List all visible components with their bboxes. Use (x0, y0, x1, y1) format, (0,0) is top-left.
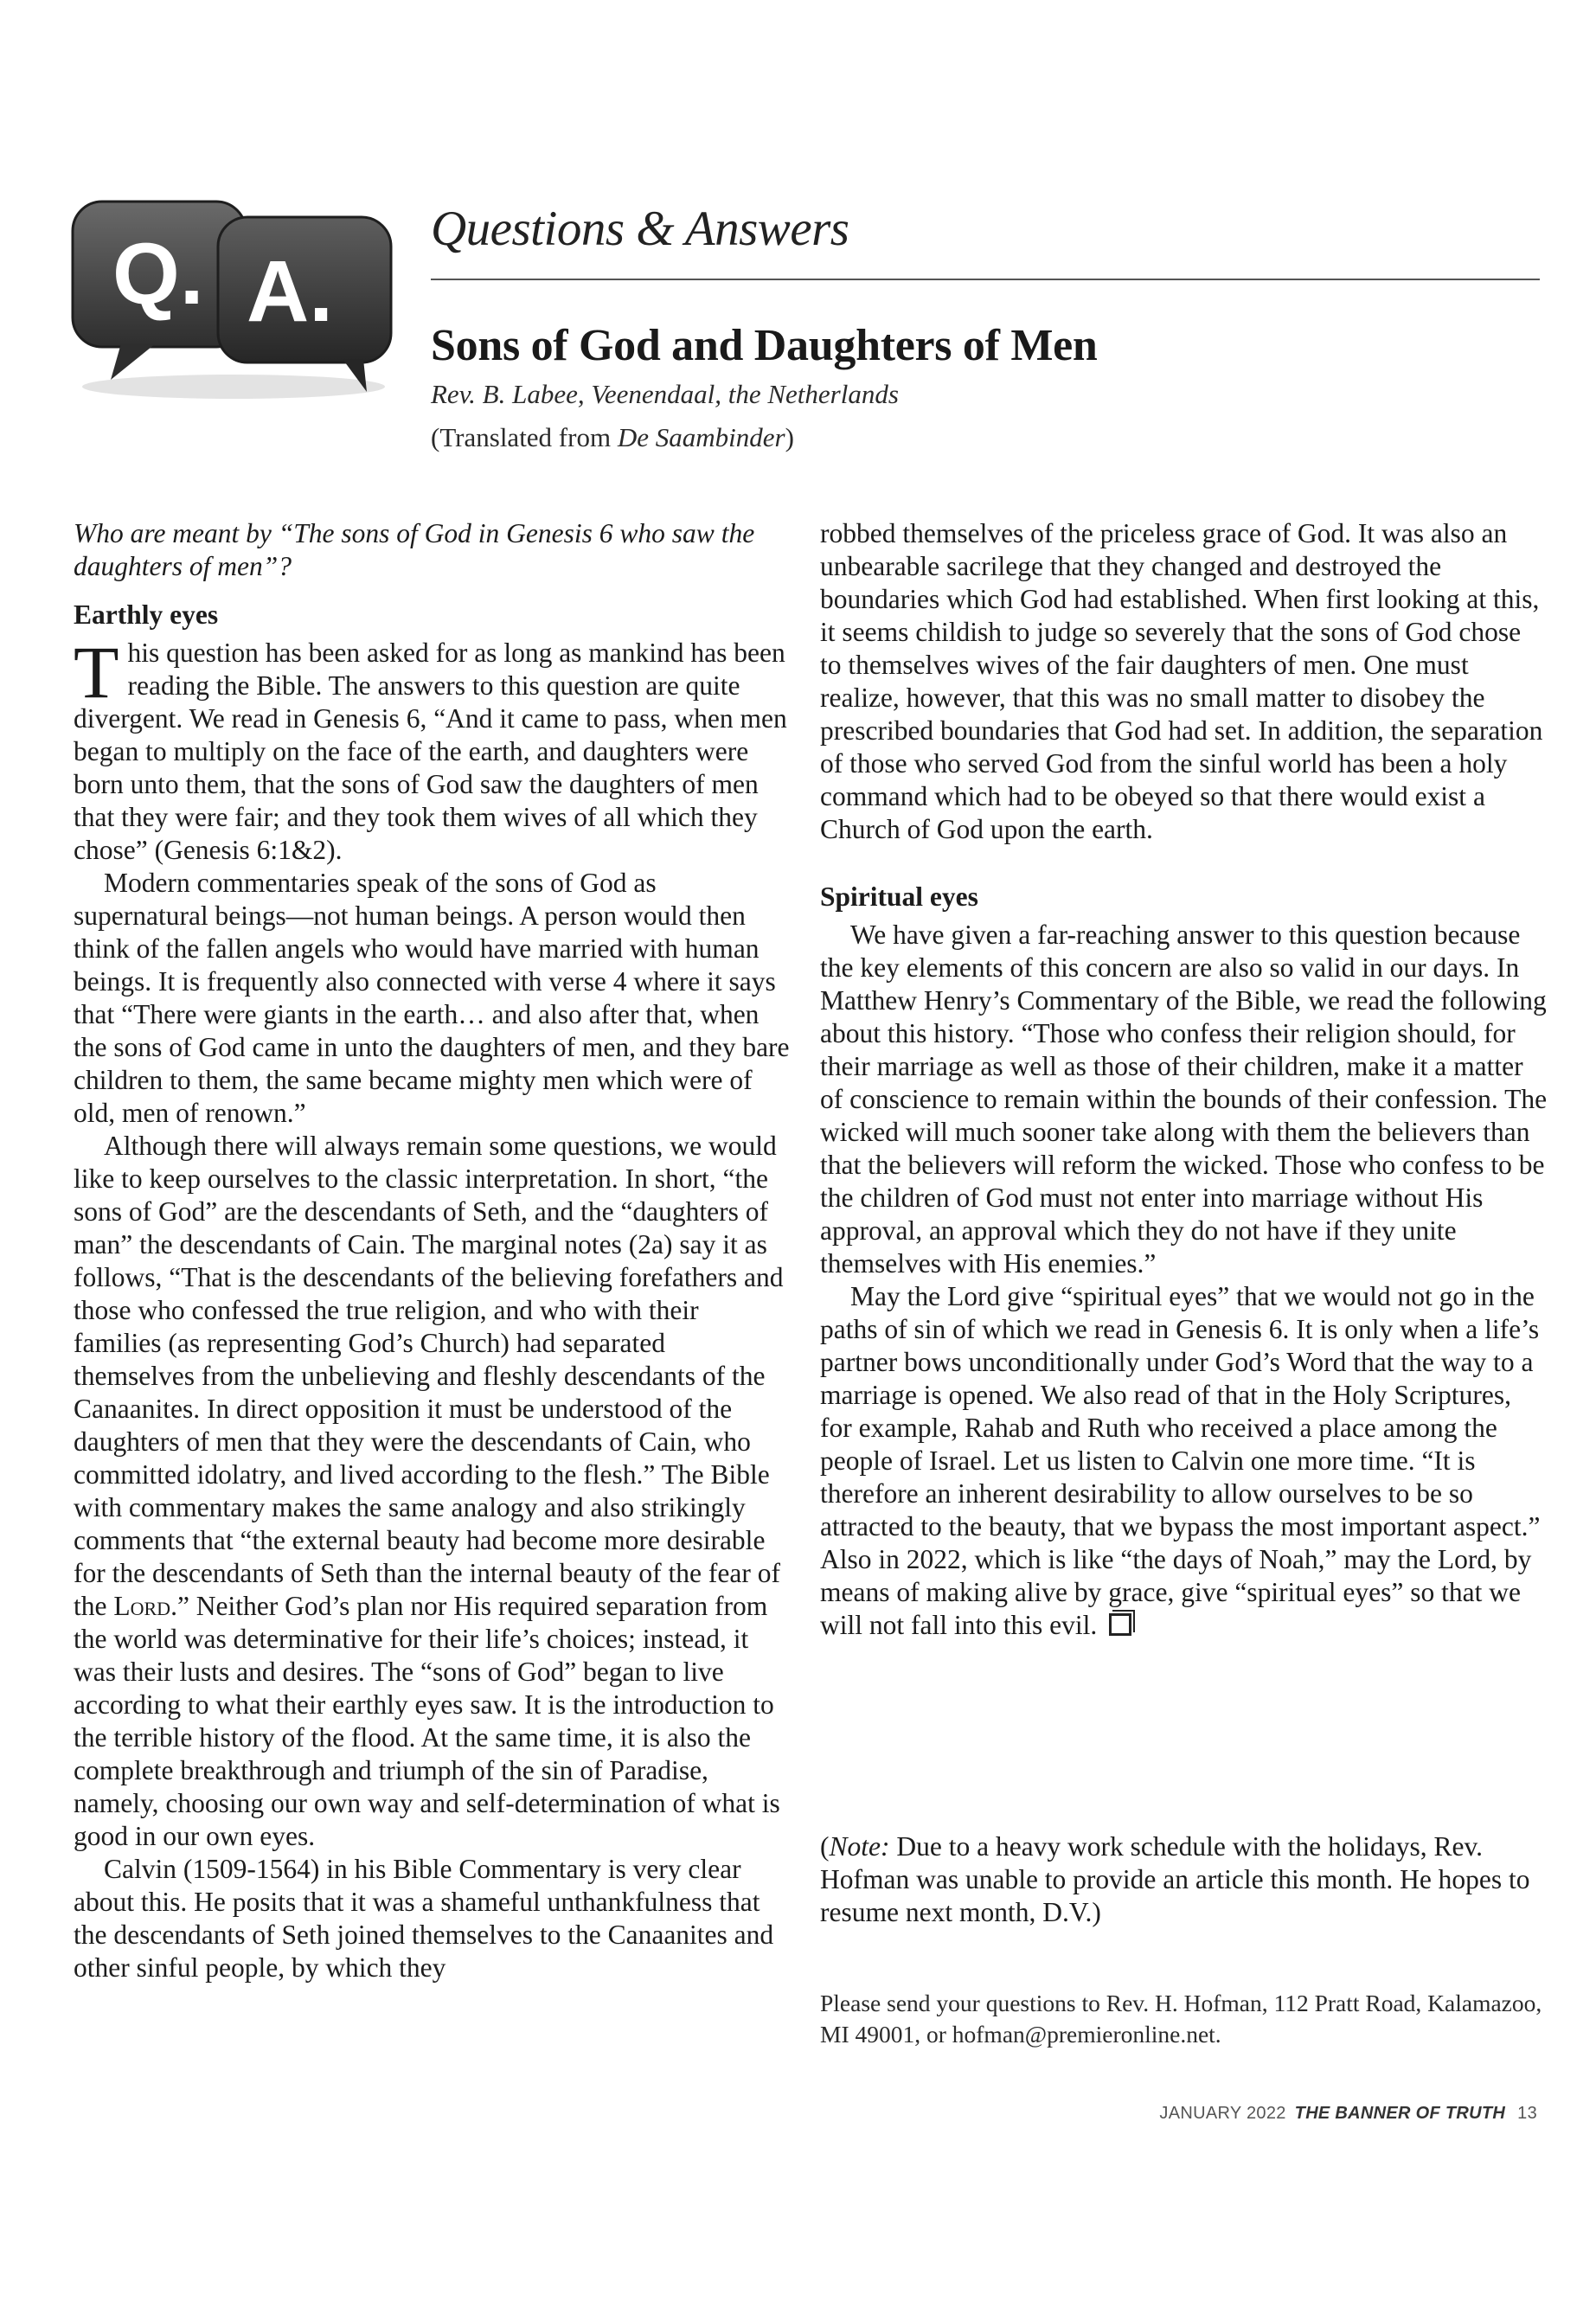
paragraph-3 (74, 1130, 792, 1853)
paragraph-7 (820, 1280, 1548, 1642)
left-column (74, 517, 792, 1984)
translated-suffix: ) (785, 422, 794, 452)
page-number: 13 (1517, 2104, 1537, 2123)
article-title: Sons of God and Daughters of Men (431, 321, 1098, 370)
drop-cap: T (74, 631, 119, 714)
heading-spiritual-eyes: Spiritual eyes (820, 881, 978, 912)
heading-earthly-eyes: Earthly eyes (74, 599, 219, 630)
lord-small-caps: Lord (113, 1591, 171, 1621)
contact-info: Please send your questions to Rev. H. Hofman, 112 Pratt Road, Kalamazoo, MI 49001, or hofman@premieronline.net. (820, 1990, 1542, 2048)
paragraph-4: Calvin (1509-1564) in his Bible Commentary is very clear about this. He posits that it was a shameful unthankfulness that the descendants of Seth joined themselves to the Canaanites and other sinful people, by which they (74, 1854, 774, 1983)
logo-a-text: A. (247, 243, 333, 340)
logo-q-text: Q. (112, 226, 204, 323)
paragraph-6: We have given a far-reaching answer to this question because the key elements of this concern are also so valid in our days. In Matthew Henry’s Commentary of the Bible, we read the following about this history. “Those who confess their religion should, for their marriage as well as those of their children, make it a matter of conscience to remain within the bounds of their confession. The wicked will much sooner take along with them the believers than that the believers will reform the wicked. Those who confess to be the children of God must not enter into marriage without His approval, an approval which they do not have if they unite themselves with His enemies.” (820, 920, 1548, 1279)
paragraph-3-text-b: .” Neither God’s plan nor His required separation from the world was determinative for their life’s choices; instead, it was their lusts and desires. The “sons of God” began to live according to what their earthly eyes saw. It is the introduction to the terrible history of the flood. At the same time, it is also the complete breakthrough and triumph of the sin of Paradise, namely, choosing our own way and self-determination of what is good in our own eyes. (74, 1591, 780, 1851)
a-bubble-icon (218, 217, 391, 392)
question-text: Who are meant by “The sons of God in Genesis 6 who saw the daughters of men”? (74, 518, 755, 581)
page-footer (1159, 2104, 1537, 2124)
translation-credit (431, 422, 794, 453)
right-column (820, 517, 1548, 1642)
byline: Rev. B. Labee, Veenendaal, the Netherlands (431, 379, 899, 409)
editor-note (820, 1830, 1548, 1929)
header-rule (431, 279, 1540, 280)
paragraph-3-text-a: Although there will always remain some questions, we would like to keep ourselves to the classic interpretation. In short, “the sons of God” are the descendants of Seth, and the “daughters of man” the descendants of Cain. The marginal notes (2a) say it as follows, “That is the descendants of the believing forefathers and those who confessed the true religion, and who with their families (as representing God’s Church) had separated themselves from the unbelieving and fleshly descendants of the Canaanites. In direct opposition it must be understood of the daughters of men that they were the descendants of Cain, who committed idolatry, and lived according to the flesh.” The Bible with commentary makes the same analogy and also strikingly comments that “the external beauty had become more desirable for the descendants of Seth than the internal beauty of the fear of the (74, 1131, 784, 1621)
paragraph-5: robbed themselves of the priceless grace of God. It was also an unbearable sacrilege that they changed and destroyed the boundaries which God had established. When first looking at this, it seems childish to judge so severely that the sons of God chose to themselves wives of the fair daughters of men. One must realize, however, that this was no small matter to disobey the prescribed boundaries that God had set. In addition, the separation of those who served God from the sinful world has been a holy command which had to be obeyed so that there would exist a Church of God upon the earth. (820, 518, 1543, 844)
paragraph-1 (74, 631, 792, 867)
paragraph-7-text: May the Lord give “spiritual eyes” that we would not go in the paths of sin of which we read in Genesis 6. It is only when a life’s partner bows unconditionally under God’s Word that the way to a marriage is opened. We also read of that in the Holy Scriptures, for example, Rahab and Ruth who received a place among the people of Israel. Let us listen to Calvin one more time. “It is therefore an inherent desirability to allow ourselves to be so attracted to the beauty, that we bypass the most important aspect.” Also in 2022, which is like “the days of Noah,” may the Lord, by means of making alive by grace, give “spiritual eyes” so that we will not fall into this evil. (820, 1281, 1541, 1640)
qa-logo (69, 195, 398, 407)
footer-date: JANUARY 2022 (1159, 2104, 1286, 2123)
end-mark-icon (1109, 1613, 1131, 1636)
footer-magazine: THE BANNER OF TRUTH (1294, 2104, 1506, 2123)
translated-source: De Saambinder (617, 422, 785, 452)
note-open: ( (820, 1831, 830, 1862)
translated-prefix: (Translated from (431, 422, 618, 452)
note-text: Due to a heavy work schedule with the holidays, Rev. Hofman was unable to provide an article this month. He hopes to resume next month, D.V.) (820, 1831, 1530, 1927)
paragraph-2: Modern commentaries speak of the sons of God as supernatural beings—not human beings. A person would then think of the fallen angels who would have married with human beings. It is frequently also connected with verse 4 where it says that “There were giants in the earth… and also after that, when the sons of God came in unto the daughters of men, and they bare children to them, the same became mighty men which were of old, men of renown.” (74, 868, 790, 1128)
section-label: Questions & Answers (431, 202, 849, 256)
paragraph-1-text: his question has been asked for as long as mankind has been reading the Bible. The answers to this question are quite divergent. We read in Genesis 6, “And it came to pass, when men began to multiply on the face of the earth, and daughters were born unto them, that the sons of God saw the daughters of men that they were fair; and they took them wives of all which they chose” (Genesis 6:1&2). (74, 638, 787, 865)
note-label: Note: (829, 1831, 890, 1862)
